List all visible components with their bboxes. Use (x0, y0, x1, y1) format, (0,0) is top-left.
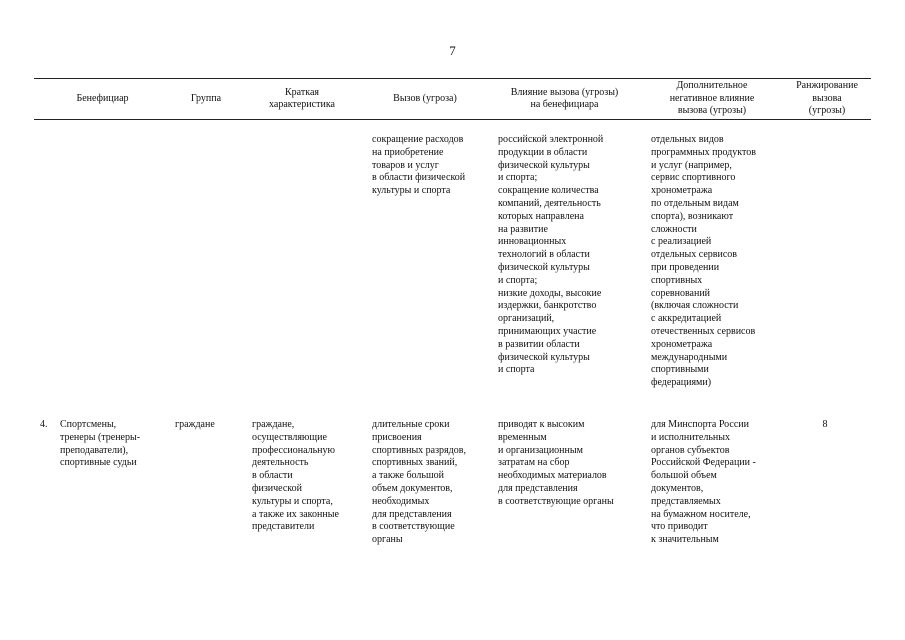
row-4-beneficiary: Спортсмены, тренеры (тренеры- преподаватели), спортивные судьи (60, 419, 141, 469)
row-4-impact: приводят к высоким временным и организационным затратам на сбор необходимых материалов для представления в соответствующие органы (498, 419, 614, 507)
row-continuation-impact: российской электронной продукции в области физической культуры и спорта; сокращение количества компаний, деятельность которых направлена на развитие инновационных технологий в области физической культуры и спорта; низкие доходы, высокие издержки, банкротство организаций, принимающих участие в развитии области физической культуры и спорта (498, 134, 604, 376)
row-continuation-challenge: сокращение расходов на приобретение товаров и услуг в области физической культуры и спорта (372, 134, 466, 197)
row-4-group: граждане (175, 419, 215, 430)
row-4-ranking: 8 (822, 419, 828, 430)
row-4-number: 4. (40, 419, 48, 430)
header-beneficiary: Бенефициар (76, 92, 129, 104)
table-header-border (34, 119, 871, 120)
header-challenge: Вызов (угроза) (393, 92, 457, 104)
row-4-challenge: длительные сроки присвоения спортивных разрядов, спортивных званий, а также большой объем документов, необходимых для представления в соответствующие органы (372, 419, 466, 546)
page-number: 7 (449, 43, 456, 58)
header-characteristic: Краткая характеристика (269, 86, 335, 110)
header-additional-impact: Дополнительное негативное влияние вызова (угрозы) (669, 80, 755, 117)
row-continuation-additional-impact: отдельных видов программных продуктов и услуг (например, сервис спортивного хронометража по отдельным видам спорта), возникают сложности с реализацией отдельных сервисов при проведении спортивных соревнований (включая сложности с аккредитацией отечественных сервисов хронометража международными спортивными федерациями) (651, 134, 756, 389)
header-impact: Влияние вызова (угрозы) на бенефициара (510, 86, 619, 110)
row-4-additional-impact: для Минспорта России и исполнительных органов субъектов Российской Федерации - большой объем документов, представляемых на бумажном носителе, что приводит к значительным (651, 419, 756, 546)
header-ranking: Ранжирование вызова (угрозы) (796, 80, 858, 117)
header-group: Группа (190, 92, 222, 104)
row-4-characteristic: граждане, осуществляющие профессиональную деятельность в области физической культуры и спорта, а также их законные представители (252, 419, 339, 533)
